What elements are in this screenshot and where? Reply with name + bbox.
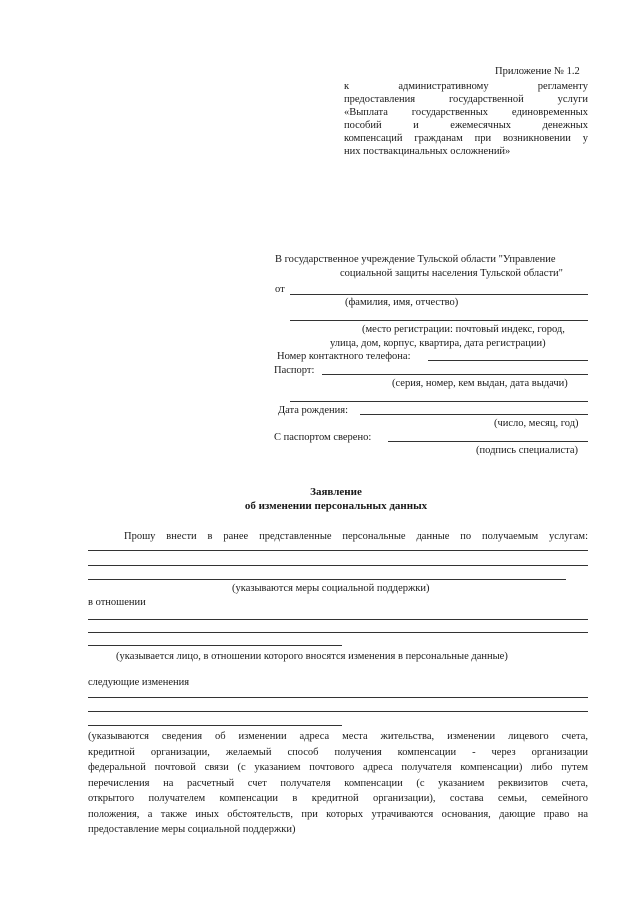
appendix-title: Приложение № 1.2: [495, 66, 580, 77]
appendix-line: компенсаций гражданам при возникновении у: [344, 133, 588, 144]
changes-field-1[interactable]: [88, 697, 588, 698]
appendix-line: «Выплата государственных единовременных: [344, 107, 588, 118]
appendix-text: [344, 80, 588, 158]
document-title: Заявление: [310, 486, 362, 498]
person-field-2[interactable]: [88, 632, 588, 633]
birth-hint: (число, месяц, год): [494, 418, 579, 429]
passport-hint: (серия, номер, кем выдан, дата выдачи): [392, 378, 568, 389]
appendix-line: пособий и ежемесячных денежных: [344, 120, 588, 131]
document-subtitle: об изменении персональных данных: [244, 500, 428, 512]
checked-hint: (подпись специалиста): [476, 445, 579, 456]
changes-label: следующие изменения: [88, 677, 190, 688]
birth-label: Дата рождения:: [278, 405, 349, 416]
phone-label: Номер контактного телефона:: [277, 351, 411, 362]
changes-hint-line: открытого получателем компенсации в кредитной организации), состава семьи, семейного: [88, 793, 588, 804]
regarding-label: в отношении: [88, 597, 146, 608]
changes-hint-line: перечисления на расчетный счет получателя компенсации (с указанием реквизитов счета,: [88, 777, 588, 789]
changes-hint-line: федеральной почтовой связи (с указанием почтового адреса получателя компенсации) либо путем: [88, 762, 588, 773]
registration-field[interactable]: [290, 320, 588, 321]
phone-field[interactable]: [428, 360, 588, 361]
measures-hint: (указываются меры социальной поддержки): [232, 583, 430, 594]
appendix-line: к административному регламенту: [344, 81, 588, 92]
services-field-2[interactable]: [88, 565, 588, 566]
appendix-line: предоставления государственной услуги: [344, 94, 588, 105]
services-field-1[interactable]: [88, 550, 588, 551]
fio-field[interactable]: [290, 294, 588, 295]
from-label: от: [275, 284, 285, 295]
person-field-1[interactable]: [88, 619, 588, 620]
passport-field-2[interactable]: [290, 401, 588, 402]
passport-field[interactable]: [322, 374, 588, 375]
registration-hint-1: (место регистрации: почтовый индекс, город,: [362, 324, 565, 335]
changes-field-2[interactable]: [88, 711, 588, 712]
addressee-line-2: социальной защиты населения Тульской области": [340, 268, 563, 279]
passport-label: Паспорт:: [274, 365, 315, 376]
checked-label: С паспортом сверено:: [274, 432, 372, 443]
checked-field[interactable]: [388, 441, 588, 442]
changes-hint-line: положения, а также иных обстоятельств, при которых утрачиваются основания, дающие право на: [88, 808, 588, 820]
fio-hint: (фамилия, имя, отчество): [345, 297, 459, 308]
request-text: Прошу внести в ранее представленные персональные данные по получаемым услугам:: [124, 531, 588, 542]
addressee-line-1: В государственное учреждение Тульской области "Управление: [275, 254, 556, 265]
person-hint: (указывается лицо, в отношении которого вносятся изменения в персональные данные): [116, 651, 508, 662]
services-field-3[interactable]: [88, 579, 566, 580]
changes-field-3[interactable]: [88, 725, 342, 726]
changes-hint-line: (указываются сведения об изменении адреса места жительства, изменении лицевого счета,: [88, 731, 588, 742]
birth-field[interactable]: [360, 414, 588, 415]
changes-hint: [88, 729, 588, 838]
registration-hint-2: улица, дом, корпус, квартира, дата регистрации): [330, 338, 546, 349]
changes-hint-line: кредитной организации, желаемый способ получения компенсации - через организации: [88, 746, 588, 758]
changes-hint-line: предоставление меры социальной поддержки): [88, 824, 296, 835]
person-field-3[interactable]: [88, 645, 342, 646]
appendix-line: них поствакцинальных осложнений»: [344, 146, 511, 157]
